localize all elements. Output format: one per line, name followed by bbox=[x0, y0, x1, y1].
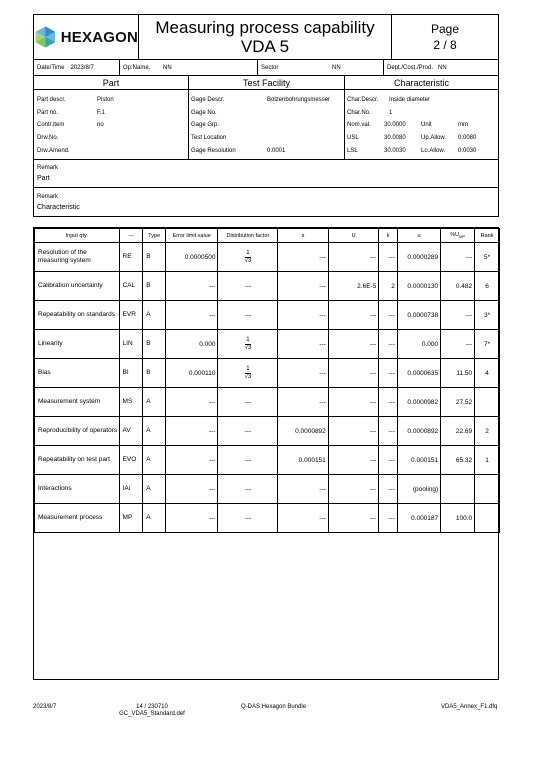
section-characteristic: Characteristic bbox=[393, 77, 449, 88]
logo bbox=[34, 15, 139, 59]
type-cell: A bbox=[143, 417, 166, 446]
sector-label: Sector bbox=[261, 64, 279, 71]
abbr-cell: BI bbox=[119, 359, 143, 388]
table-row bbox=[35, 359, 500, 388]
error-limit-cell: --- bbox=[165, 446, 218, 475]
s-cell: --- bbox=[278, 330, 329, 359]
s-cell: --- bbox=[278, 301, 329, 330]
remark-part bbox=[34, 160, 498, 188]
datetime-value: 2023/8/7 bbox=[70, 64, 94, 71]
table-row bbox=[35, 330, 500, 359]
U-cell: 2.6E-5 bbox=[328, 272, 379, 301]
u-cell: 0.000151 bbox=[397, 446, 440, 475]
type-cell: A bbox=[143, 475, 166, 504]
s-cell: 0.0000892 bbox=[278, 417, 329, 446]
footer-dataset: VDA5_Annex_F1.dfq bbox=[441, 704, 498, 710]
abbr-cell: MP bbox=[119, 504, 143, 533]
u-cell: 0.0000982 bbox=[397, 388, 440, 417]
uncertainty-table-frame bbox=[33, 227, 499, 680]
section-test-facility: Test Facility bbox=[189, 76, 345, 89]
rank-cell: 1 bbox=[475, 446, 500, 475]
s-cell: --- bbox=[278, 475, 329, 504]
abbr-cell: IAi bbox=[119, 475, 143, 504]
error-limit-cell: --- bbox=[165, 272, 218, 301]
type-cell: A bbox=[143, 504, 166, 533]
col-s: s bbox=[278, 229, 329, 243]
distribution-factor-cell: --- bbox=[218, 388, 278, 417]
title-line-2: VDA 5 bbox=[240, 37, 290, 56]
facility-field: Gage No. bbox=[191, 109, 217, 116]
pct-cell: 0.482 bbox=[441, 272, 475, 301]
one-over-sqrt3-fraction: $\frac{1}{√3}$ bbox=[244, 337, 252, 351]
char-field: USL 30.0080 Up.Allow. 0.0080 bbox=[347, 135, 477, 142]
title-line-1: Measuring process capability bbox=[155, 18, 375, 37]
sector-value: NN bbox=[332, 64, 341, 71]
report-title bbox=[139, 15, 392, 59]
abbr-cell: CAL bbox=[119, 272, 143, 301]
one-over-sqrt3-fraction: $\frac{1}{√3}$ bbox=[244, 366, 252, 380]
U-cell: --- bbox=[328, 388, 379, 417]
rank-cell: 2 bbox=[475, 417, 500, 446]
error-limit-cell: 0.000110 bbox=[165, 359, 218, 388]
error-limit-cell: --- bbox=[165, 504, 218, 533]
col-pct-u: $\%U_{MP}$ bbox=[441, 229, 475, 243]
U-cell: --- bbox=[328, 301, 379, 330]
type-cell: A bbox=[143, 446, 166, 475]
input-qty-cell: Interactions bbox=[35, 475, 120, 504]
part-field: Part no. F.1 bbox=[37, 109, 106, 116]
sqrt-icon: √ bbox=[244, 374, 248, 380]
U-cell: --- bbox=[328, 504, 379, 533]
rank-cell: 6 bbox=[475, 272, 500, 301]
footer-date: 2023/8/7 bbox=[33, 704, 57, 710]
U-cell: --- bbox=[328, 475, 379, 504]
U-cell: --- bbox=[328, 417, 379, 446]
type-cell: A bbox=[143, 388, 166, 417]
input-qty-cell: Repeatability on standards bbox=[35, 301, 120, 330]
facility-field: Test Location bbox=[191, 135, 227, 142]
k-cell: --- bbox=[379, 388, 398, 417]
col-k: k bbox=[379, 229, 398, 243]
s-cell: --- bbox=[278, 243, 329, 272]
info-block bbox=[33, 60, 499, 217]
pct-cell: 22.69 bbox=[441, 417, 475, 446]
table-row bbox=[35, 301, 500, 330]
k-cell: 2 bbox=[379, 272, 398, 301]
distribution-factor-cell: --- bbox=[218, 301, 278, 330]
s-cell: --- bbox=[278, 504, 329, 533]
col-u: u bbox=[397, 229, 440, 243]
col-error-limit: Error limit value bbox=[165, 229, 218, 243]
dept-label: Dept./Cost./Prod. bbox=[387, 64, 434, 71]
col-abbr: --- bbox=[119, 229, 143, 243]
table-row bbox=[35, 475, 500, 504]
col-input-qty: Input qty. bbox=[35, 229, 120, 243]
page-indicator bbox=[392, 15, 498, 59]
abbr-cell: RE bbox=[119, 243, 143, 272]
remark-label: Remark bbox=[37, 165, 59, 171]
page-number: 2 / 8 bbox=[433, 38, 457, 52]
type-cell: B bbox=[143, 243, 166, 272]
pct-cell: --- bbox=[441, 330, 475, 359]
col-U: U bbox=[328, 229, 379, 243]
error-limit-cell: --- bbox=[165, 301, 218, 330]
char-field: LSL 30.0030 Lo.Allow. 0.0030 bbox=[347, 147, 477, 154]
error-limit-cell: 0.000 bbox=[165, 330, 218, 359]
facility-field: Gage Descr. Bolzenbohrungsmesser bbox=[191, 97, 331, 104]
dept-cell bbox=[384, 60, 498, 75]
table-row bbox=[35, 417, 500, 446]
type-cell: B bbox=[143, 330, 166, 359]
input-qty-cell: Calibration uncertainty bbox=[35, 272, 120, 301]
input-qty-cell: Bias bbox=[35, 359, 120, 388]
k-cell: --- bbox=[379, 446, 398, 475]
input-qty-cell: Resolution of the measuring system bbox=[35, 243, 120, 272]
table-body bbox=[35, 243, 500, 533]
pct-cell: 11.50 bbox=[441, 359, 475, 388]
section-part: Part bbox=[34, 76, 189, 89]
U-cell: --- bbox=[328, 330, 379, 359]
footer-file bbox=[112, 704, 192, 718]
opname-cell bbox=[120, 60, 258, 75]
distribution-factor-cell bbox=[218, 359, 278, 388]
facility-field: Gage Resolution 0.0001 bbox=[191, 147, 286, 154]
U-cell: --- bbox=[328, 359, 379, 388]
s-cell: 0.000151 bbox=[278, 446, 329, 475]
remark-value: Part bbox=[37, 175, 50, 182]
sqrt-icon: √ bbox=[244, 345, 248, 351]
u-cell: 0.0000892 bbox=[397, 417, 440, 446]
abbr-cell: AV bbox=[119, 417, 143, 446]
col-distribution-factor: Distribution factor bbox=[218, 229, 278, 243]
hexagon-logo-icon bbox=[34, 24, 57, 50]
error-limit-cell: --- bbox=[165, 417, 218, 446]
footer-file-line-2: GC_VDA5_Standard.def bbox=[119, 711, 185, 717]
u-cell: 0.000 bbox=[397, 330, 440, 359]
distribution-factor-cell bbox=[218, 330, 278, 359]
facility-field: Gage Grp. bbox=[191, 122, 220, 129]
characteristic-column bbox=[345, 90, 498, 159]
sector-cell bbox=[258, 60, 384, 75]
rank-cell: 7* bbox=[475, 330, 500, 359]
k-cell: --- bbox=[379, 475, 398, 504]
type-cell: B bbox=[143, 359, 166, 388]
u-cell: 0.0000130 bbox=[397, 272, 440, 301]
logo-text: HEXAGON bbox=[60, 28, 138, 46]
pct-cell: 27.52 bbox=[441, 388, 475, 417]
error-limit-cell: --- bbox=[165, 475, 218, 504]
table-header-row bbox=[35, 229, 500, 243]
rank-cell bbox=[475, 504, 500, 533]
input-qty-cell: Reproducibility of operators bbox=[35, 417, 120, 446]
k-cell: --- bbox=[379, 330, 398, 359]
table-row bbox=[35, 446, 500, 475]
opname-value: NN bbox=[163, 64, 172, 71]
part-field: Drw.Amend. bbox=[37, 147, 70, 154]
distribution-factor-cell: --- bbox=[218, 504, 278, 533]
remark-label: Remark bbox=[37, 193, 59, 200]
u-cell: (pooling) bbox=[397, 475, 440, 504]
pct-cell: --- bbox=[441, 243, 475, 272]
u-cell: 0.0000289 bbox=[397, 243, 440, 272]
table-row bbox=[35, 388, 500, 417]
error-limit-cell: 0.0000500 bbox=[165, 243, 218, 272]
part-column bbox=[34, 90, 189, 159]
U-cell: --- bbox=[328, 243, 379, 272]
col-rank: Rank bbox=[475, 229, 500, 243]
distribution-factor-cell: --- bbox=[218, 417, 278, 446]
datetime-label: Date/Time bbox=[37, 64, 65, 71]
type-cell: A bbox=[143, 301, 166, 330]
datetime-cell bbox=[34, 60, 120, 75]
input-qty-cell: Measurement system bbox=[35, 388, 120, 417]
char-no: Char.No. 1 bbox=[347, 109, 393, 116]
char-field: Nom.val. 30.0000 Unit mm bbox=[347, 122, 468, 129]
type-cell: B bbox=[143, 272, 166, 301]
pct-cell bbox=[441, 475, 475, 504]
input-qty-cell: Repeatability on test part bbox=[35, 446, 120, 475]
rank-cell bbox=[475, 388, 500, 417]
s-cell: --- bbox=[278, 359, 329, 388]
col-type: Type bbox=[143, 229, 166, 243]
part-field: Part descr. Piston bbox=[37, 97, 114, 104]
part-field: Drw.No. bbox=[37, 135, 59, 142]
section-headers bbox=[34, 76, 498, 90]
k-cell: --- bbox=[379, 301, 398, 330]
char-descr: Char.Descr. Inside diameter bbox=[347, 97, 431, 104]
abbr-cell: EVR bbox=[119, 301, 143, 330]
k-cell: --- bbox=[379, 417, 398, 446]
uncertainty-table bbox=[34, 228, 500, 533]
s-cell: --- bbox=[278, 388, 329, 417]
footer-product: Q-DAS Hexagon Bundle bbox=[241, 704, 307, 710]
input-qty-cell: Measurement process bbox=[35, 504, 120, 533]
meta-row bbox=[34, 60, 498, 76]
u-cell: 0.0000635 bbox=[397, 359, 440, 388]
pct-cell: --- bbox=[441, 301, 475, 330]
one-over-sqrt3-fraction: $\frac{1}{√3}$ bbox=[244, 250, 252, 264]
rank-cell: 3* bbox=[475, 301, 500, 330]
rank-cell: 5* bbox=[475, 243, 500, 272]
rank-cell bbox=[475, 475, 500, 504]
pct-cell: 65.32 bbox=[441, 446, 475, 475]
table-row bbox=[35, 272, 500, 301]
opname-label: Op.Name. bbox=[123, 64, 151, 71]
distribution-factor-cell: --- bbox=[218, 446, 278, 475]
details-row bbox=[34, 90, 498, 160]
u-cell: 0.000187 bbox=[397, 504, 440, 533]
u-cell: 0.0000738 bbox=[397, 301, 440, 330]
s-cell: --- bbox=[278, 272, 329, 301]
k-cell: --- bbox=[379, 504, 398, 533]
abbr-cell: EVO bbox=[119, 446, 143, 475]
remark-value: Characteristic bbox=[37, 203, 80, 211]
k-cell: --- bbox=[379, 243, 398, 272]
facility-column bbox=[189, 90, 345, 159]
pct-cell: 100.0 bbox=[441, 504, 475, 533]
abbr-cell: LIN bbox=[119, 330, 143, 359]
abbr-cell: MS bbox=[119, 388, 143, 417]
distribution-factor-cell: --- bbox=[218, 475, 278, 504]
rank-cell: 4 bbox=[475, 359, 500, 388]
part-field: Contr.item no bbox=[37, 122, 104, 129]
U-cell: --- bbox=[328, 446, 379, 475]
remark-characteristic bbox=[34, 188, 498, 216]
report-header bbox=[33, 14, 499, 60]
sqrt-icon: √ bbox=[244, 258, 248, 264]
error-limit-cell: --- bbox=[165, 388, 218, 417]
table-row bbox=[35, 504, 500, 533]
distribution-factor-cell: --- bbox=[218, 272, 278, 301]
k-cell: --- bbox=[379, 359, 398, 388]
input-qty-cell: Linearity bbox=[35, 330, 120, 359]
dept-value: NN bbox=[438, 64, 447, 71]
table-row bbox=[35, 243, 500, 272]
page-label: Page bbox=[430, 22, 460, 36]
footer-file-line-1: 14 / 230710 bbox=[136, 704, 168, 710]
distribution-factor-cell bbox=[218, 243, 278, 272]
